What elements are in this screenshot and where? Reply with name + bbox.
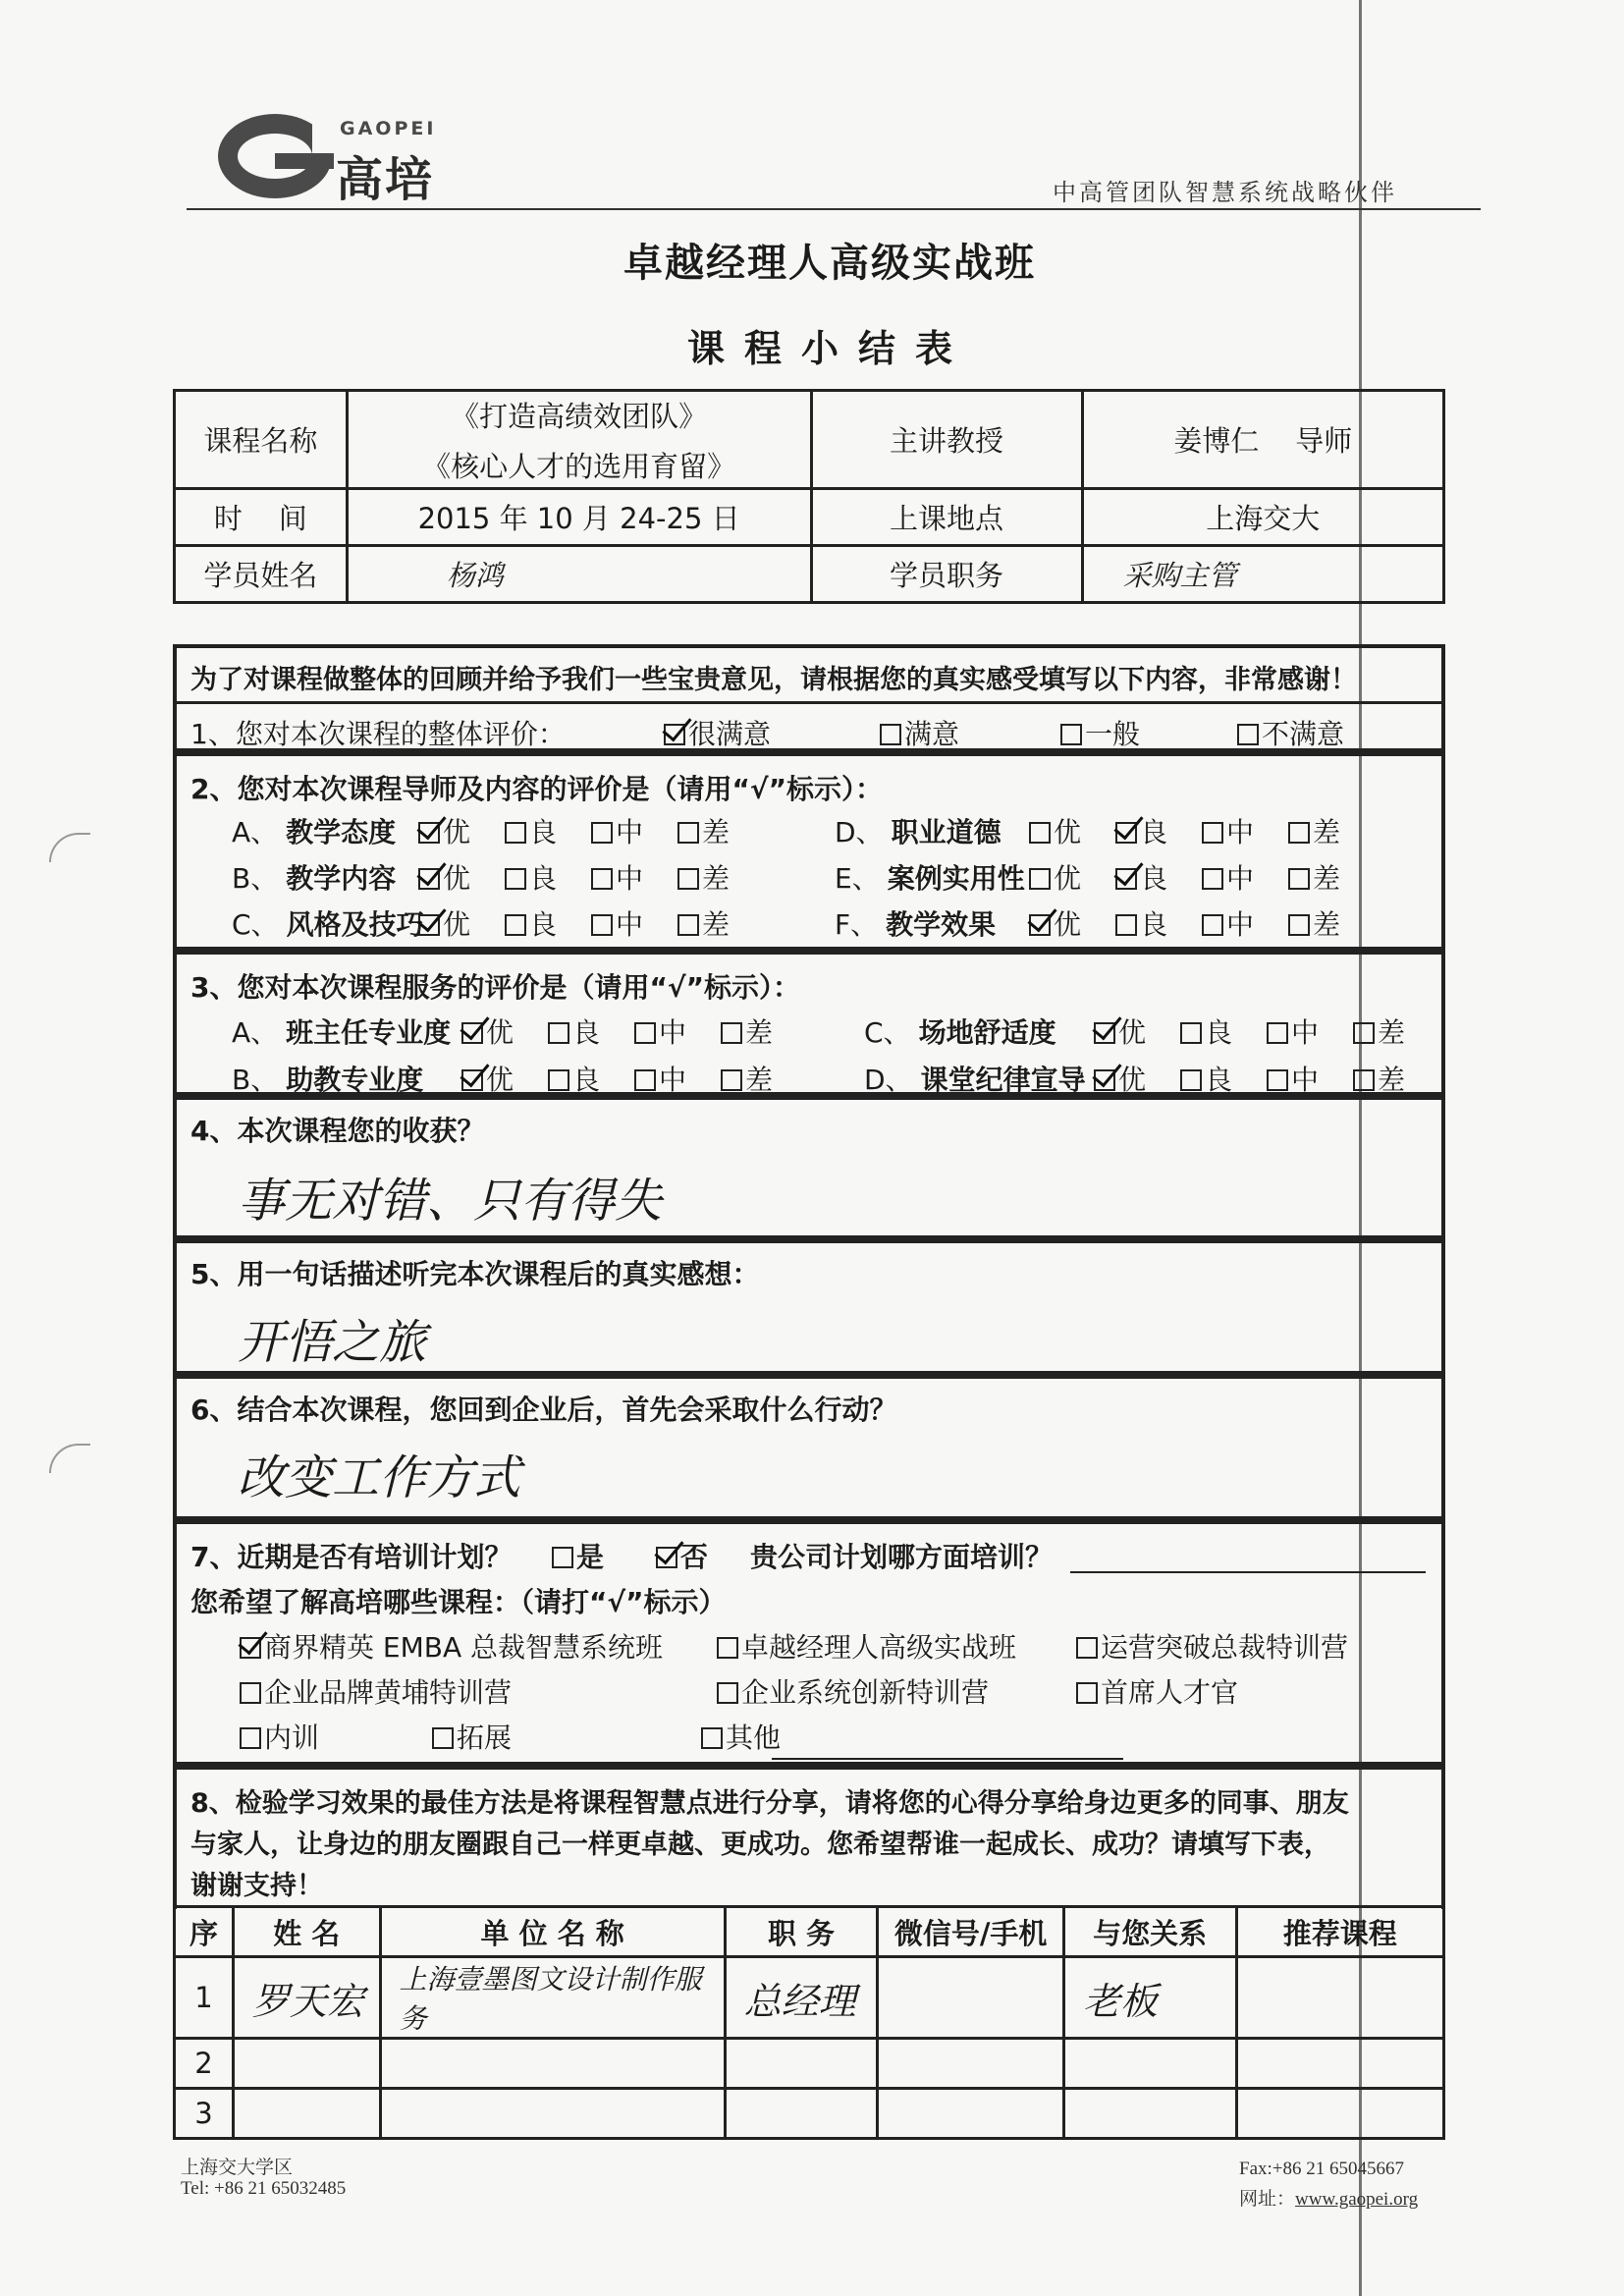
checkbox-icon[interactable] [721, 1069, 742, 1091]
cell-name[interactable] [233, 2039, 380, 2089]
grade-label: 差 [745, 1016, 774, 1049]
checkbox-icon[interactable] [634, 1069, 656, 1091]
cell-company[interactable] [380, 2039, 725, 2089]
rating-option-1[interactable] [418, 857, 470, 897]
place-label: 上课地点 [811, 489, 1082, 546]
rating-item-label [232, 811, 396, 850]
service-option-4[interactable] [721, 1011, 773, 1051]
page-title: 卓越经理人高级实战班 [623, 241, 1036, 286]
checkbox-icon[interactable] [1267, 1022, 1288, 1044]
divider [177, 701, 1441, 704]
col-header-wechat: 微信号/手机 [878, 1907, 1064, 1957]
service-option-3[interactable] [1267, 1059, 1319, 1098]
grade-label: 中 [1291, 1016, 1320, 1049]
cell-course[interactable] [1236, 1957, 1444, 2039]
checkbox-icon[interactable] [1076, 1637, 1098, 1659]
grade-label: 良 [529, 862, 558, 895]
footer-tel: Tel: +86 21 65032485 [181, 2178, 347, 2199]
rating-option-1[interactable] [418, 811, 470, 850]
course-option[interactable] [432, 1717, 512, 1756]
q8-line-2: 与家人，让身边的朋友圈跟自己一样更卓越、更成功。您希望帮谁一起成长、成功？请填写下表， [190, 1830, 1330, 1860]
checkbox-icon[interactable] [1115, 914, 1137, 936]
website-link[interactable]: www.gaopei.org [1295, 2189, 1419, 2210]
rating-option-2[interactable] [1115, 811, 1167, 850]
checkbox-icon[interactable] [1060, 724, 1082, 745]
checkbox-icon[interactable] [432, 1727, 454, 1749]
rating-option-4[interactable] [677, 811, 730, 850]
checkbox-icon[interactable] [1353, 1069, 1375, 1091]
course-name: 拓展 [457, 1722, 513, 1754]
grade-label: 优 [486, 1064, 514, 1096]
q2-label: 2、您对本次课程导师及内容的评价是（请用“√”标示）： [190, 773, 883, 805]
rating-option-2[interactable] [505, 857, 557, 897]
place-value: 上海交大 [1082, 489, 1443, 546]
grade-label: 差 [1313, 862, 1341, 895]
checkbox-checked-icon[interactable] [461, 1069, 483, 1091]
rating-option-3[interactable] [1202, 857, 1254, 897]
intro-text: 为了对课程做整体的回顾并给予我们一些宝贵意见，请根据您的真实感受填写以下内容，非常感谢！ [190, 665, 1357, 695]
section-q8 [173, 1766, 1445, 1909]
course-name-label: 课程名称 [175, 391, 348, 489]
grade-label: 良 [1205, 1064, 1233, 1096]
course-option[interactable] [1076, 1626, 1348, 1666]
grade-label: 优 [443, 862, 471, 895]
q7-yes[interactable] [552, 1536, 604, 1575]
course-option[interactable] [240, 1671, 512, 1711]
lecturer-value: 姜博仁 导师 [1082, 391, 1443, 489]
q7-wish-label: 您希望了解高培哪些课程：（请打“√”标示） [190, 1586, 727, 1618]
website-label: 网址： [1239, 2189, 1296, 2210]
checkbox-checked-icon[interactable] [1029, 914, 1051, 936]
cell-course[interactable] [1236, 2089, 1444, 2139]
q1-option-neutral[interactable] [1060, 713, 1140, 752]
grade-label: 优 [1054, 908, 1082, 941]
rating-key: E、 [835, 862, 880, 895]
checkbox-icon[interactable] [591, 822, 613, 844]
checkbox-checked-icon[interactable] [664, 724, 685, 745]
q6-label: 6、结合本次课程，您回到企业后，首先会采取什么行动？ [190, 1394, 897, 1426]
course-name: 卓越经理人高级实战班 [741, 1631, 1017, 1664]
rating-option-3[interactable] [591, 903, 643, 943]
section-q3 [173, 951, 1445, 1096]
service-option-3[interactable] [1267, 1011, 1319, 1051]
checkbox-icon[interactable] [1288, 822, 1310, 844]
service-option-4[interactable] [721, 1059, 773, 1098]
cell-name[interactable] [233, 2089, 380, 2139]
grade-label: 差 [702, 816, 731, 848]
rating-item-label [232, 903, 424, 943]
gaopei-logo [218, 108, 444, 206]
checkbox-icon[interactable] [1267, 1069, 1288, 1091]
lecturer-label: 主讲教授 [811, 391, 1082, 489]
rating-option-3[interactable] [1202, 903, 1254, 943]
grade-label: 差 [1313, 908, 1341, 941]
course-name: 企业系统创新特训营 [741, 1676, 990, 1709]
grade-label: 中 [1226, 862, 1255, 895]
rating-option-4[interactable] [1288, 857, 1340, 897]
checkbox-icon[interactable] [505, 914, 526, 936]
q7-label: 7、近期是否有培训计划？ [190, 1541, 513, 1573]
grade-label: 中 [1291, 1064, 1320, 1096]
rating-name: 教学内容 [286, 862, 397, 895]
course-line-1: 《打造高绩效团队》 [451, 399, 708, 433]
section-q6 [173, 1375, 1445, 1520]
rating-key: A、 [232, 816, 279, 848]
rating-option-2[interactable] [1115, 903, 1167, 943]
checkbox-icon[interactable] [548, 1069, 569, 1091]
checkbox-icon[interactable] [548, 1022, 569, 1044]
checkbox-checked-icon[interactable] [1094, 1069, 1115, 1091]
course-option[interactable] [717, 1671, 989, 1711]
grade-label: 良 [529, 908, 558, 941]
time-label: 时 间 [175, 489, 348, 546]
referral-table [173, 1905, 1445, 2140]
rating-item-label [835, 903, 996, 943]
cell-wechat[interactable] [878, 1957, 1064, 2039]
grade-label: 良 [1140, 862, 1168, 895]
service-item-label [232, 1059, 423, 1098]
cell-title[interactable] [725, 2039, 878, 2089]
course-name-value [347, 391, 811, 489]
checkbox-checked-icon[interactable] [418, 868, 440, 890]
logo-g-bar [275, 153, 334, 169]
time-value: 2015 年 10 月 24-25 日 [347, 489, 811, 546]
q7-plan-label: 贵公司计划哪方面培训？ [750, 1541, 1054, 1573]
cell-wechat[interactable] [878, 2039, 1064, 2089]
q5-label: 5、用一句话描述听完本次课程后的真实感想： [190, 1258, 760, 1290]
checkbox-checked-icon[interactable] [1115, 822, 1137, 844]
grade-label: 良 [1205, 1016, 1233, 1049]
col-header-title: 职 务 [725, 1907, 878, 1957]
rating-option-3[interactable] [1202, 811, 1254, 850]
course-option[interactable] [240, 1626, 663, 1666]
checkbox-checked-icon[interactable] [418, 914, 440, 936]
service-option-1[interactable] [1094, 1059, 1146, 1098]
checkbox-icon[interactable] [677, 914, 699, 936]
col-header-relation: 与您关系 [1063, 1907, 1236, 1957]
option-label: 很满意 [688, 718, 772, 750]
course-name: 企业品牌黄埔特训营 [264, 1676, 513, 1709]
student-position-label: 学员职务 [811, 546, 1082, 603]
service-option-2[interactable] [1180, 1011, 1232, 1051]
grade-label: 中 [616, 862, 644, 895]
checkbox-icon[interactable] [1202, 868, 1223, 890]
grade-label: 差 [1378, 1016, 1406, 1049]
checkbox-icon[interactable] [240, 1682, 261, 1704]
service-option-2[interactable] [548, 1059, 600, 1098]
rating-option-3[interactable] [591, 811, 643, 850]
grade-label: 差 [745, 1064, 774, 1096]
rating-name: 案例实用性 [887, 862, 1025, 895]
checkbox-icon[interactable] [240, 1727, 261, 1749]
q6-answer[interactable]: 改变工作方式 [238, 1450, 521, 1505]
grade-label: 中 [659, 1016, 687, 1049]
checkbox-icon[interactable] [1288, 868, 1310, 890]
rating-key: D、 [864, 1064, 913, 1096]
checkbox-icon[interactable] [1353, 1022, 1375, 1044]
rating-key: C、 [864, 1016, 911, 1049]
section-intro-q1 [173, 644, 1445, 752]
q3-label: 3、您对本次课程服务的评价是（请用“√”标示）： [190, 971, 800, 1004]
cell-index: 1 [175, 1957, 234, 2039]
course-option[interactable] [701, 1717, 781, 1756]
option-label: 一般 [1085, 718, 1141, 750]
checkbox-icon[interactable] [1029, 822, 1051, 844]
other-input-line[interactable] [772, 1758, 1123, 1760]
page-subtitle: 课程小结表 [686, 327, 972, 370]
checkbox-icon[interactable] [701, 1727, 723, 1749]
course-option[interactable] [240, 1717, 319, 1756]
q7-plan-input-line[interactable] [1070, 1571, 1426, 1573]
referral-header-row [175, 1907, 1444, 1957]
cell-relation[interactable] [1063, 2089, 1236, 2139]
grade-label: 优 [1054, 816, 1082, 848]
course-line-2: 《核心人才的选用育留》 [422, 449, 736, 483]
rating-name: 教学效果 [886, 908, 997, 941]
rating-option-1[interactable] [1029, 857, 1081, 897]
cell-index: 3 [175, 2089, 234, 2139]
cell-title[interactable] [725, 2089, 878, 2139]
grade-label: 差 [1313, 816, 1341, 848]
footer-website [1239, 2184, 1418, 2211]
service-option-2[interactable] [548, 1011, 600, 1051]
punch-hole-mark [49, 833, 90, 862]
course-info-table [173, 389, 1445, 604]
service-item-label [864, 1059, 1086, 1098]
col-header-company: 单 位 名 称 [380, 1907, 725, 1957]
checkbox-icon[interactable] [505, 822, 526, 844]
table-row [175, 2039, 1444, 2089]
checkbox-icon[interactable] [1029, 868, 1051, 890]
rating-name: 教学态度 [286, 816, 397, 848]
rating-key: C、 [232, 908, 279, 941]
checkbox-icon[interactable] [677, 822, 699, 844]
logo-chinese: 高培 [336, 152, 435, 207]
service-option-3[interactable] [634, 1059, 686, 1098]
rating-name: 课堂纪律宣导 [920, 1064, 1086, 1096]
punch-hole-mark [49, 1444, 90, 1473]
checkbox-checked-icon[interactable] [1115, 868, 1137, 890]
q8-line-1: 8、检验学习效果的最佳方法是将课程智慧点进行分享，请将您的心得分享给身边更多的同事、朋友 [190, 1788, 1349, 1819]
student-name-label: 学员姓名 [175, 546, 348, 603]
course-option[interactable] [717, 1626, 1016, 1666]
checkbox-checked-icon[interactable] [656, 1547, 677, 1568]
cell-company[interactable] [380, 2089, 725, 2139]
checkbox-icon[interactable] [717, 1682, 738, 1704]
grade-label: 差 [702, 862, 731, 895]
grade-label: 中 [616, 908, 644, 941]
checkbox-icon[interactable] [880, 724, 901, 745]
checkbox-icon[interactable] [1180, 1022, 1202, 1044]
section-q2 [173, 752, 1445, 951]
rating-item-label [232, 857, 396, 897]
table-row [175, 2089, 1444, 2139]
checkbox-icon[interactable] [1180, 1069, 1202, 1091]
rating-item-label [835, 857, 1025, 897]
grade-label: 良 [1140, 908, 1168, 941]
col-header-index: 序 [175, 1907, 234, 1957]
logo-english: GAOPEI [340, 118, 437, 139]
rating-option-1[interactable] [1029, 811, 1081, 850]
cell-company[interactable]: 上海壹墨图文设计制作服务 [380, 1957, 725, 2039]
checkbox-icon[interactable] [591, 868, 613, 890]
grade-label: 良 [1140, 816, 1168, 848]
service-option-4[interactable] [1353, 1059, 1405, 1098]
col-header-name: 姓 名 [233, 1907, 380, 1957]
grade-label: 中 [1226, 908, 1255, 941]
grade-label: 中 [1226, 816, 1255, 848]
cell-name[interactable]: 罗天宏 [233, 1957, 380, 2039]
rating-key: D、 [835, 816, 884, 848]
checkbox-icon[interactable] [1288, 914, 1310, 936]
course-name: 内训 [264, 1722, 320, 1754]
option-label: 不满意 [1262, 718, 1345, 750]
service-option-1[interactable] [461, 1011, 514, 1051]
checkbox-icon[interactable] [505, 868, 526, 890]
rating-name: 场地舒适度 [918, 1016, 1056, 1049]
q7-no[interactable] [656, 1536, 708, 1575]
header-rule [187, 208, 1481, 210]
rating-name: 助教专业度 [286, 1064, 424, 1096]
q4-label: 4、本次课程您的收获？ [190, 1115, 485, 1147]
checkbox-checked-icon[interactable] [461, 1022, 483, 1044]
checkbox-icon[interactable] [1202, 822, 1223, 844]
option-label: 是 [576, 1541, 605, 1573]
q5-answer[interactable]: 开悟之旅 [238, 1315, 427, 1370]
q1-option-very-satisfied[interactable] [664, 713, 771, 752]
course-name: 首席人才官 [1101, 1676, 1239, 1709]
table-row [175, 1957, 1444, 2039]
service-item-label [864, 1011, 1056, 1051]
checkbox-icon[interactable] [721, 1022, 742, 1044]
course-name: 其他 [726, 1722, 782, 1754]
slogan: 中高管团队智慧系统战略伙伴 [1053, 179, 1397, 206]
checkbox-icon[interactable] [1237, 724, 1259, 745]
rating-key: A、 [232, 1016, 279, 1049]
checkbox-checked-icon[interactable] [240, 1637, 261, 1659]
service-option-3[interactable] [634, 1011, 686, 1051]
option-label: 满意 [904, 718, 960, 750]
grade-label: 优 [443, 816, 471, 848]
section-q4 [173, 1096, 1445, 1239]
footer-campus: 上海交大学区 [181, 2158, 294, 2178]
rating-key: F、 [835, 908, 879, 941]
grade-label: 中 [616, 816, 644, 848]
q8-line-3: 谢谢支持！ [190, 1871, 323, 1901]
rating-option-4[interactable] [1288, 903, 1340, 943]
q1-option-unsatisfied[interactable] [1237, 713, 1344, 752]
rating-option-4[interactable] [677, 903, 730, 943]
service-option-1[interactable] [1094, 1011, 1146, 1051]
grade-label: 良 [572, 1064, 601, 1096]
grade-label: 优 [486, 1016, 514, 1049]
cell-wechat[interactable] [878, 2089, 1064, 2139]
service-item-label [232, 1011, 451, 1051]
cell-relation[interactable]: 老板 [1063, 1957, 1236, 2039]
rating-item-label [835, 811, 1001, 850]
checkbox-checked-icon[interactable] [1094, 1022, 1115, 1044]
q4-answer[interactable]: 事无对错、只有得失 [238, 1174, 663, 1229]
service-option-4[interactable] [1353, 1011, 1405, 1051]
grade-label: 中 [659, 1064, 687, 1096]
checkbox-icon[interactable] [717, 1637, 738, 1659]
grade-label: 差 [1378, 1064, 1406, 1096]
rating-option-4[interactable] [677, 857, 730, 897]
cell-course[interactable] [1236, 2039, 1444, 2089]
col-header-course: 推荐课程 [1236, 1907, 1444, 1957]
rating-name: 班主任专业度 [286, 1016, 452, 1049]
grade-label: 优 [1118, 1064, 1147, 1096]
option-label: 否 [680, 1541, 709, 1573]
cell-index: 2 [175, 2039, 234, 2089]
checkbox-icon[interactable] [677, 868, 699, 890]
student-position-value[interactable]: 采购主管 [1082, 546, 1443, 603]
section-q5 [173, 1239, 1445, 1375]
grade-label: 良 [572, 1016, 601, 1049]
cell-relation[interactable] [1063, 2039, 1236, 2089]
checkbox-checked-icon[interactable] [418, 822, 440, 844]
service-option-2[interactable] [1180, 1059, 1232, 1098]
rating-name: 风格及技巧 [286, 908, 424, 941]
rating-option-2[interactable] [505, 903, 557, 943]
rating-option-3[interactable] [591, 857, 643, 897]
rating-key: B、 [232, 1064, 279, 1096]
grade-label: 差 [702, 908, 731, 941]
grade-label: 优 [443, 908, 471, 941]
checkbox-icon[interactable] [552, 1547, 573, 1568]
rating-key: B、 [232, 862, 279, 895]
section-q7 [173, 1520, 1445, 1766]
rating-option-4[interactable] [1288, 811, 1340, 850]
student-name-value[interactable]: 杨鸿 [347, 546, 811, 603]
logo-g-cut [312, 114, 338, 153]
checkbox-icon[interactable] [634, 1022, 656, 1044]
grade-label: 优 [1118, 1016, 1147, 1049]
cell-title[interactable]: 总经理 [725, 1957, 878, 2039]
q1-label: 1、您对本次课程的整体评价： [190, 718, 566, 750]
rating-name: 职业道德 [891, 816, 1001, 848]
q1-option-satisfied[interactable] [880, 713, 959, 752]
course-option[interactable] [1076, 1671, 1238, 1711]
checkbox-icon[interactable] [1076, 1682, 1098, 1704]
grade-label: 良 [529, 816, 558, 848]
service-option-1[interactable] [461, 1059, 514, 1098]
course-name: 运营突破总裁特训营 [1101, 1631, 1349, 1664]
rating-option-1[interactable] [418, 903, 470, 943]
checkbox-icon[interactable] [1202, 914, 1223, 936]
rating-option-1[interactable] [1029, 903, 1081, 943]
footer-fax: Fax:+86 21 65045667 [1239, 2159, 1404, 2179]
course-name: 商界精英 EMBA 总裁智慧系统班 [264, 1631, 664, 1664]
grade-label: 优 [1054, 862, 1082, 895]
rating-option-2[interactable] [1115, 857, 1167, 897]
rating-option-2[interactable] [505, 811, 557, 850]
checkbox-icon[interactable] [591, 914, 613, 936]
